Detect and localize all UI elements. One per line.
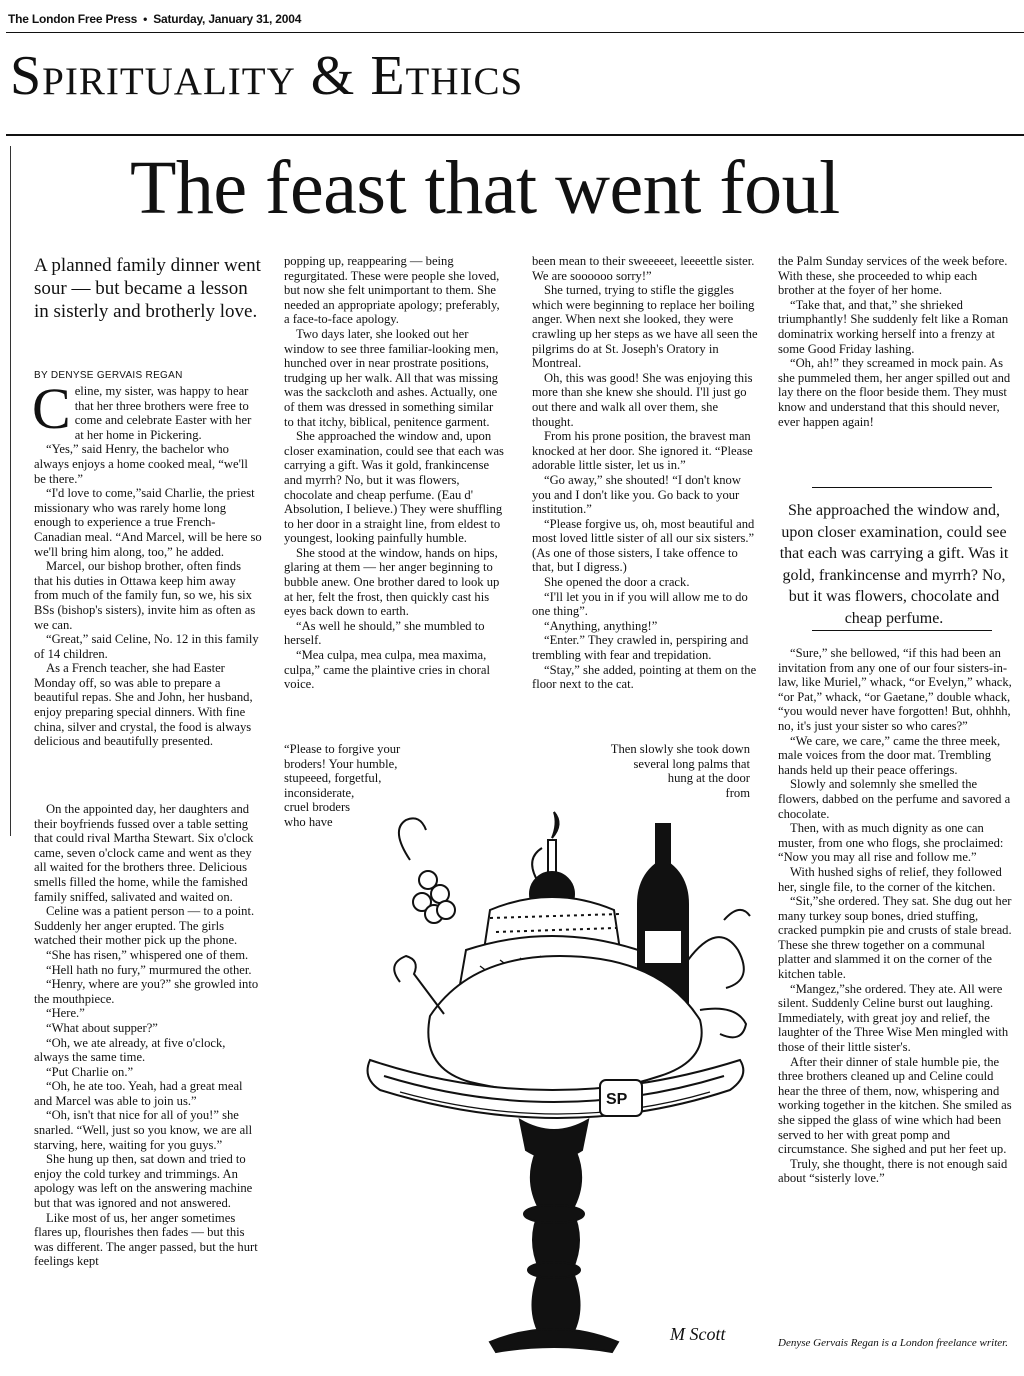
paragraph: She turned, trying to stifle the giggles which were beginning to replace her boiling anger. When next she looked, they were crawling up her steps as we have all seen the pilgrims do at St. Joseph's Oratory in Montreal. [532, 283, 758, 371]
paragraph: “I'll let you in if you will allow me to do one thing”. [532, 589, 748, 619]
paragraph: Like most of us, her anger sometimes flares up, flourishes then fades — but this was different. The anger passed, but the hurt feelings kept [34, 1210, 258, 1269]
paragraph: “Put Charlie on.” [46, 1064, 134, 1079]
drop-cap: C [32, 376, 71, 441]
text-line: stupeeed, forgetful, [284, 771, 382, 786]
feast-icon [340, 760, 760, 1360]
article-column-4 [778, 254, 1012, 429]
paragraph: Celine was a patient person — to a point. Suddenly her anger erupted. The girls watched their mother pick up the phone. [34, 904, 255, 948]
text-line: several long palms that [633, 756, 750, 771]
paragraph: the Palm Sunday services of the week before. With these, she proceeded to whip each brother at the foyer of her home. [778, 254, 1008, 298]
text-line: cruel broders [284, 800, 351, 815]
top-rule [6, 32, 1024, 33]
paragraph: “Mea culpa, mea culpa, mea maxima, culpa,” came the plaintive cries in choral voice. [284, 648, 490, 692]
paragraph: “Sit,”she ordered. They sat. She dug out her many turkey soup bones, dried stuffing, cracked pumpkin pie and crusts of stale bread. These she threw together on a communal platter and slammed it on the corner of the kitchen table. [778, 894, 1012, 982]
paragraph: As a French teacher, she had Easter Monday off, so was able to prepare a beautiful repas. She and John, her husband, enjoy preparing special dinners. With fine china, silver and crystal, the food is always delicious and beautifully presented. [34, 661, 253, 749]
left-margin-rule [10, 146, 11, 836]
paragraph: “Oh, he ate too. Yeah, had a great meal and Marcel was able to join us.” [34, 1079, 243, 1108]
paragraph: Truly, she thought, there is not enough said about “sisterly love.” [778, 1156, 1008, 1186]
paragraph: “Sure,” she bellowed, “if this had been an invitation from any one of our four sisters-in-law, like Muriel,” whack, “or Evelyn,” whack, “or Pat,” whack, “or Gaetane,” double whack, “you would never have forgotten! But, ohhhh, no, it's just your sister so who cares?” [778, 646, 1012, 733]
paragraph: She hung up then, sat down and tried to enjoy the cold turkey and trimmings. An apology was left on the answering machine but that was ignored and not answered. [34, 1152, 253, 1211]
paragraph: “Stay,” she added, pointing at them on the floor next to the cat. [532, 662, 757, 692]
paragraph: With hushed sighs of relief, they followed her, single file, to the corner of the kitchen. [778, 864, 1002, 894]
text-line: hung at the door [667, 771, 750, 786]
paper-name: The London Free Press [8, 12, 138, 26]
paragraph: She approached the window and, upon closer examination, could see that each was carrying a gift. Was it gold, frankincense and myrrh? No, but it was flowers, chocolate and cheap perfume. (Eau d' Absolution, I believe.) They were shuffling to her door in a straight line, from eldest to youngest, looking painfully humble. [284, 429, 504, 546]
paragraph: Slowly and solemnly she smelled the flowers, dabbed on the perfume and savored a chocolate. [778, 777, 1011, 821]
svg-text:SP: SP [606, 1091, 628, 1108]
text-line: from [725, 785, 750, 800]
paragraph: “As well he should,” she mumbled to herself. [284, 618, 485, 648]
text-line: who have [284, 814, 333, 829]
paragraph: “Mangez,”she ordered. They ate. All were silent. Suddenly Celine burst out laughing. Immediately, with great joy and relief, the laughter of the Three Wise Men mingled with those of their little sister's. [778, 981, 1009, 1055]
text-line: broders! Your humble, [284, 756, 398, 771]
headline: The feast that went foul [130, 146, 840, 230]
author-credit: Denyse Gervais Regan is a London freelance writer. [778, 1337, 1008, 1349]
lead-text: eline, my sister, was happy to hear that her three brothers were free to come and celebrate Easter with her at her home in Pickering. [74, 384, 252, 442]
paragraph: popping up, reappearing — being regurgitated. These were people she loved, but now she felt unimportant to them. She needed an appropriate apology; preferably, a face-to-face apology. [284, 254, 500, 327]
paragraph: been mean to their sweeeeet, leeeettle sister. We are soooooo sorry!” [532, 254, 755, 283]
folio-bullet: • [143, 12, 148, 26]
paragraph: “Oh, ah!” they screamed in mock pain. As she pummeled them, her anger spilled out and lay there on the floor beside them. They must know and understand that this should never, ever happen again! [778, 356, 1011, 429]
text-line: Then slowly she took down [610, 742, 750, 756]
paragraph: “I'd love to come,”said Charlie, the priest missionary who was rarely home long enough to experience a true French-Canadian meal. “And Marcel, will be here so we'll bring him along, too,” he added. [34, 486, 262, 559]
paragraph: “Go away,” she shouted! “I don't know you and I don't like you. Go back to your institution.” [532, 472, 741, 517]
paragraph: “Henry, where are you?” she growled into the mouthpiece. [34, 977, 259, 1006]
paragraph: “Enter.” They crawled in, perspiring and trembling with fear and trepidation. [532, 633, 749, 663]
paragraph: From his prone position, the bravest man knocked at her door. She ignored it. “Please adorable little sister, let us in.” [532, 429, 753, 473]
paragraph: Then, with as much dignity as one can muster, from one who flogs, she proclaimed: “Now you may all rise and follow me.” [778, 821, 1004, 865]
article-column-3 [532, 254, 760, 692]
byline: BY DENYSE GERVAIS REGAN [34, 370, 183, 381]
paragraph: She opened the door a crack. [544, 575, 690, 590]
text-line: inconsiderate, [284, 785, 355, 800]
feast-table-illustration [340, 760, 760, 1364]
paragraph: “Great,” said Celine, No. 12 in this family of 14 children. [34, 632, 259, 661]
paragraph: Marcel, our bishop brother, often finds that his duties in Ottawa keep him away from much of the family fun, so we, his six BSs (bishop's sisters), invite him as often as we can. [34, 559, 256, 632]
paragraph: “What about supper?” [46, 1020, 158, 1035]
folio-line [8, 12, 301, 26]
paragraph: “Anything, anything!” [544, 618, 658, 633]
paragraph: She stood at the window, hands on hips, glaring at them — her anger beginning to bubble anew. One brother dared to look up at her, felt the frost, then quickly cast his eyes back down to earth. [284, 545, 500, 619]
pull-quote-rule-bottom [812, 630, 992, 631]
article-column-4-continued [778, 646, 1012, 1186]
artist-signature: M Scott [670, 1324, 726, 1344]
issue-date: Saturday, January 31, 2004 [153, 12, 302, 26]
paragraph: Two days later, she looked out her window to see three familiar-looking men, hunched over in near prostrate positions, trudging up her walk. All that was missing was the sackcloth and ashes. Actually, one of them was dressed in something similar to that itchy, biblical, penitence garment. [284, 326, 499, 429]
paragraph: “Please forgive us, oh, most beautiful and most loved little sister of all our six sisters.” (As one of those sisters, I take offence to that, but I digress.) [532, 516, 755, 575]
paragraph: “Here.” [46, 1006, 85, 1021]
text-line: “Please to forgive your [284, 742, 401, 756]
paragraph: “Yes,” said Henry, the bachelor who always enjoys a home cooked meal, “we'll be there.” [34, 442, 248, 486]
lead-paragraph [32, 376, 262, 442]
pull-quote-rule-top [812, 487, 992, 488]
section-title: Spirituality & Ethics [10, 45, 524, 107]
paragraph: Oh, this was good! She was enjoying this more than she knew she should. I'll just go out there and walk all over them, she thought. [532, 370, 753, 429]
paragraph: “She has risen,” whispered one of them. [46, 947, 249, 962]
pull-quote: She approached the window and, upon closer examination, could see that each was carrying a gift. Was it gold, frankincense and myrrh? No, but it was flowers, chocolate and cheap perfume. [779, 502, 1009, 627]
paragraph: “Oh, we ate already, at five o'clock, always the same time. [34, 1035, 226, 1065]
paragraph: “We care, we care,” came the three meek, male voices from the door mat. Trembling hands held up their peace offerings. [778, 733, 1001, 777]
paragraph: “Hell hath no fury,” murmured the other. [46, 962, 252, 977]
article-column-1-continued [34, 802, 262, 1269]
article-column-1 [32, 376, 262, 749]
paragraph: On the appointed day, her daughters and their boyfriends fussed over a table setting that could rival Martha Stewart. Six o'clock came, seven o'clock came and went as they all waited for the brothers three. Delicious smells filled the home, while the famished family sniffed, salivated and waited on. [34, 802, 254, 904]
paragraph: After their dinner of stale humble pie, the three brothers cleaned up and Celine could hear the three of them, now, whispering and working together in the kitchen. She smiled as she sipped the glass of wine which had been served to her with great pomp and circumstance. She sighed and put her feet up. [778, 1054, 1012, 1157]
paragraph: “Take that, and that,” she shrieked triumphantly! She suddenly felt like a Roman dominatrix working herself into a frenzy at some Good Friday lashing. [778, 297, 1009, 356]
section-rule [6, 134, 1024, 136]
deck: A planned family dinner went sour — but became a lesson in sisterly and brotherly love. [34, 255, 261, 322]
paragraph: “Oh, isn't that nice for all of you!” she snarled. “Well, just so you know, we are all starving, here, waiting for you guys.” [34, 1108, 253, 1152]
article-column-2 [284, 254, 504, 692]
